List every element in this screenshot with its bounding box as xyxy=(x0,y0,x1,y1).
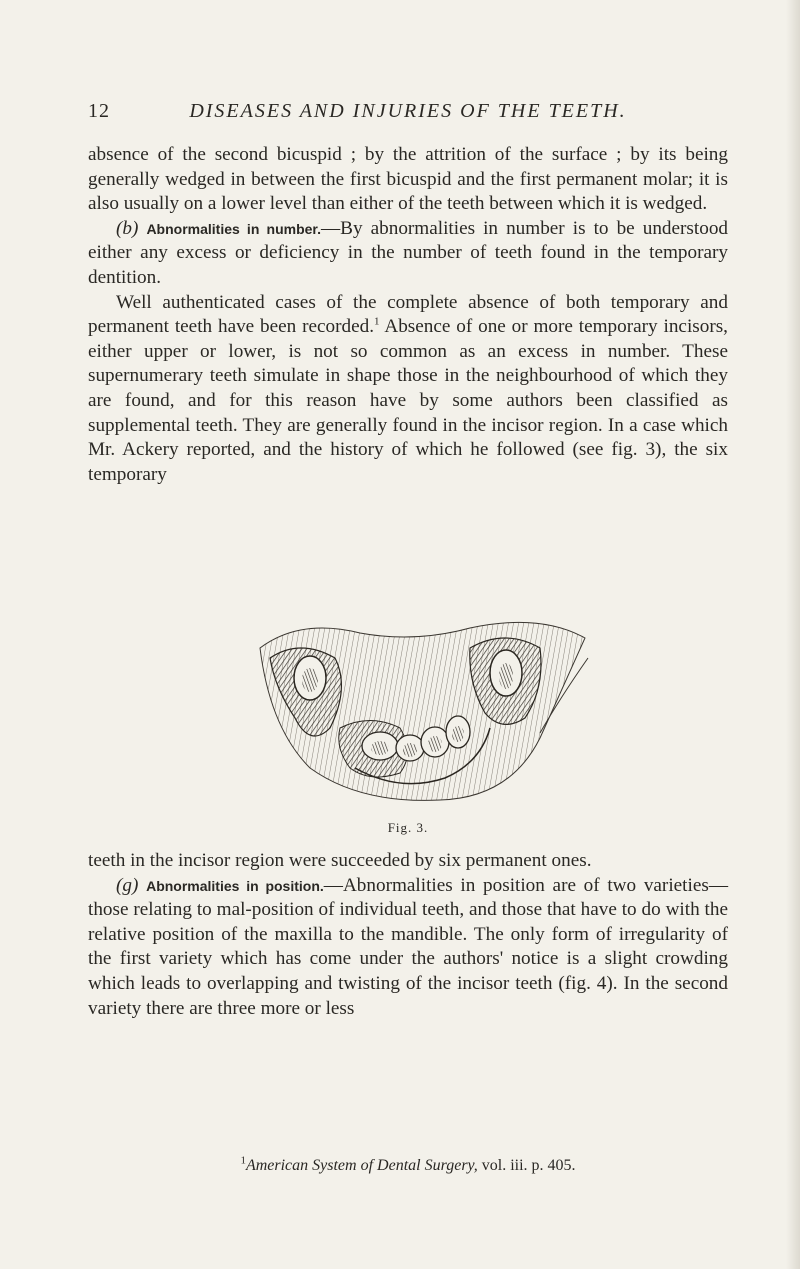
paragraph-text: Absence of one or more temporary incisors, either upper or lower, is not so common as an excess in number. These supernumerary teeth simulate in shape those in the neighbourhood of which they are found, and for this reason have by some authors been classified as supplemental teeth. They are generally found in the incisor region. In a case which Mr. Ackery reported, and the history of which he followed (see fig. 3), the six temporary xyxy=(88,316,728,485)
paragraph-text: —Abnormalities in position are of two varieties—those relating to mal-position of individual teeth, and those that have to do with the relative position of the maxilla to the mandible. The only form of irregularity of the first variety which has come under the authors' notice is a slight crowding which leads to overlapping and twisting of the incisor teeth (fig. 4). In the second variety there are three more or less xyxy=(88,874,729,1019)
footnote-number: 1 xyxy=(240,1154,246,1167)
body-text-upper xyxy=(88,143,728,487)
figure-illustration xyxy=(240,618,590,808)
paragraph-text: absence of the second bicuspid ; by the attrition of the surface ; by its being generally wedged in between the first bicuspid and the first permanent molar; it is also usually on a lower level than either of the teeth between which it is wedged. xyxy=(88,144,728,215)
paragraph-text: —By abnormalities in number is to be understood either any excess or deficiency in the number of teeth found in the temporary dentition. xyxy=(88,217,729,288)
page-header xyxy=(88,100,728,130)
dental-arch-engraving xyxy=(240,618,590,808)
section-marker: (b) xyxy=(116,217,139,239)
section-heading: Abnormalities in number. xyxy=(146,220,321,237)
page-edge-shadow xyxy=(786,0,800,1269)
figure-caption: Fig. 3. xyxy=(387,820,429,835)
paragraph-text: Well authenticated cases of the complete absence of both temporary and permanent teeth have been recorded. xyxy=(88,291,728,338)
section-heading: Abnormalities in position. xyxy=(146,877,324,894)
running-title: DISEASES AND INJURIES OF THE TEETH. xyxy=(189,100,627,122)
footnote-source: American System of Dental Surgery, xyxy=(245,1157,478,1174)
body-text-lower xyxy=(88,849,728,1021)
paragraph xyxy=(88,217,728,291)
paragraph xyxy=(88,874,728,1022)
paragraph-text: teeth in the incisor region were succeeded by six permanent ones. xyxy=(88,850,592,871)
paragraph xyxy=(88,849,728,874)
footnote xyxy=(88,1154,728,1175)
page-number: 12 xyxy=(88,100,110,122)
footnote-ref: 1 xyxy=(374,315,380,328)
footnote-detail: vol. iii. p. 405. xyxy=(477,1157,576,1174)
section-marker: (g) xyxy=(116,874,139,896)
paragraph xyxy=(88,143,728,217)
paragraph xyxy=(88,291,728,488)
